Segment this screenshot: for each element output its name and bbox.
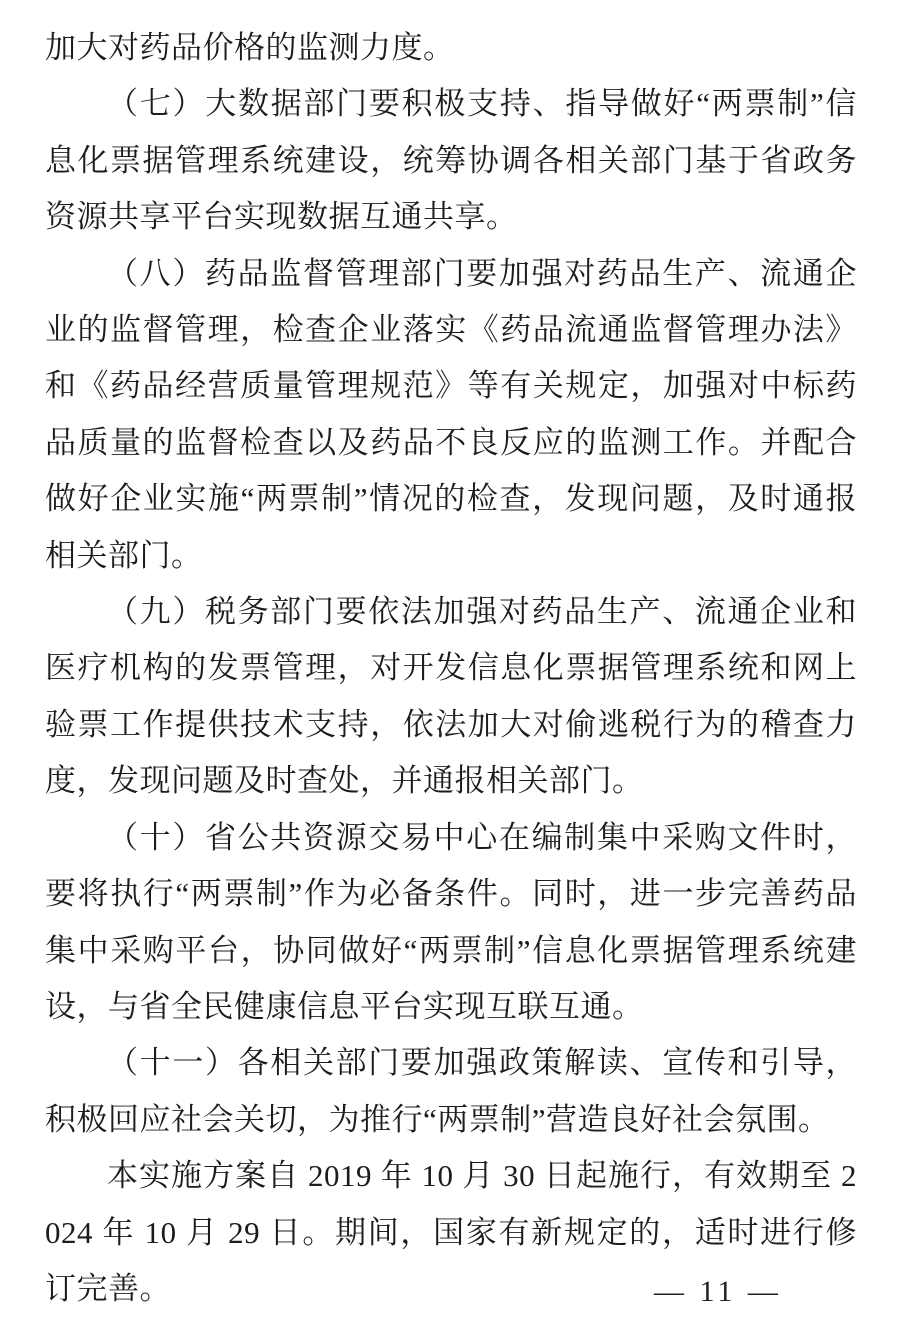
paragraph-effective-date: 本实施方案自 2019 年 10 月 30 日起施行，有效期至 2024 年 10 月 29 日。期间，国家有新规定的，适时进行修订完善。 [45, 1158, 857, 1306]
document-body [45, 20, 857, 1317]
paragraph-clause-10: （十）省公共资源交易中心在编制集中采购文件时，要将执行“两票制”作为必备条件。同时，进一步完善药品集中采购平台，协同做好“两票制”信息化票据管理系统建设，与省全民健康信息平台实现互联互通。 [45, 819, 857, 1024]
paragraph-clause-9: （九）税务部门要依法加强对药品生产、流通企业和医疗机构的发票管理，对开发信息化票据管理系统和网上验票工作提供技术支持，依法加大对偷逃税行为的稽查力度，发现问题及时查处，并通报相关部门。 [45, 594, 857, 799]
paragraph-clause-11: （十一）各相关部门要加强政策解读、宣传和引导，积极回应社会关切，为推行“两票制”营造良好社会氛围。 [45, 1045, 857, 1137]
page-number: — 11 — [654, 1275, 782, 1308]
paragraph-continuation: 加大对药品价格的监测力度。 [45, 30, 455, 65]
paragraph-clause-7: （七）大数据部门要积极支持、指导做好“两票制”信息化票据管理系统建设，统筹协调各相关部门基于省政务资源共享平台实现数据互通共享。 [45, 86, 857, 235]
paragraph-clause-8: （八）药品监督管理部门要加强对药品生产、流通企业的监督管理，检查企业落实《药品流通监督管理办法》和《药品经营质量管理规范》等有关规定，加强对中标药品质量的监督检查以及药品不良反应的监测工作。并配合做好企业实施“两票制”情况的检查，发现问题，及时通报相关部门。 [45, 255, 857, 573]
